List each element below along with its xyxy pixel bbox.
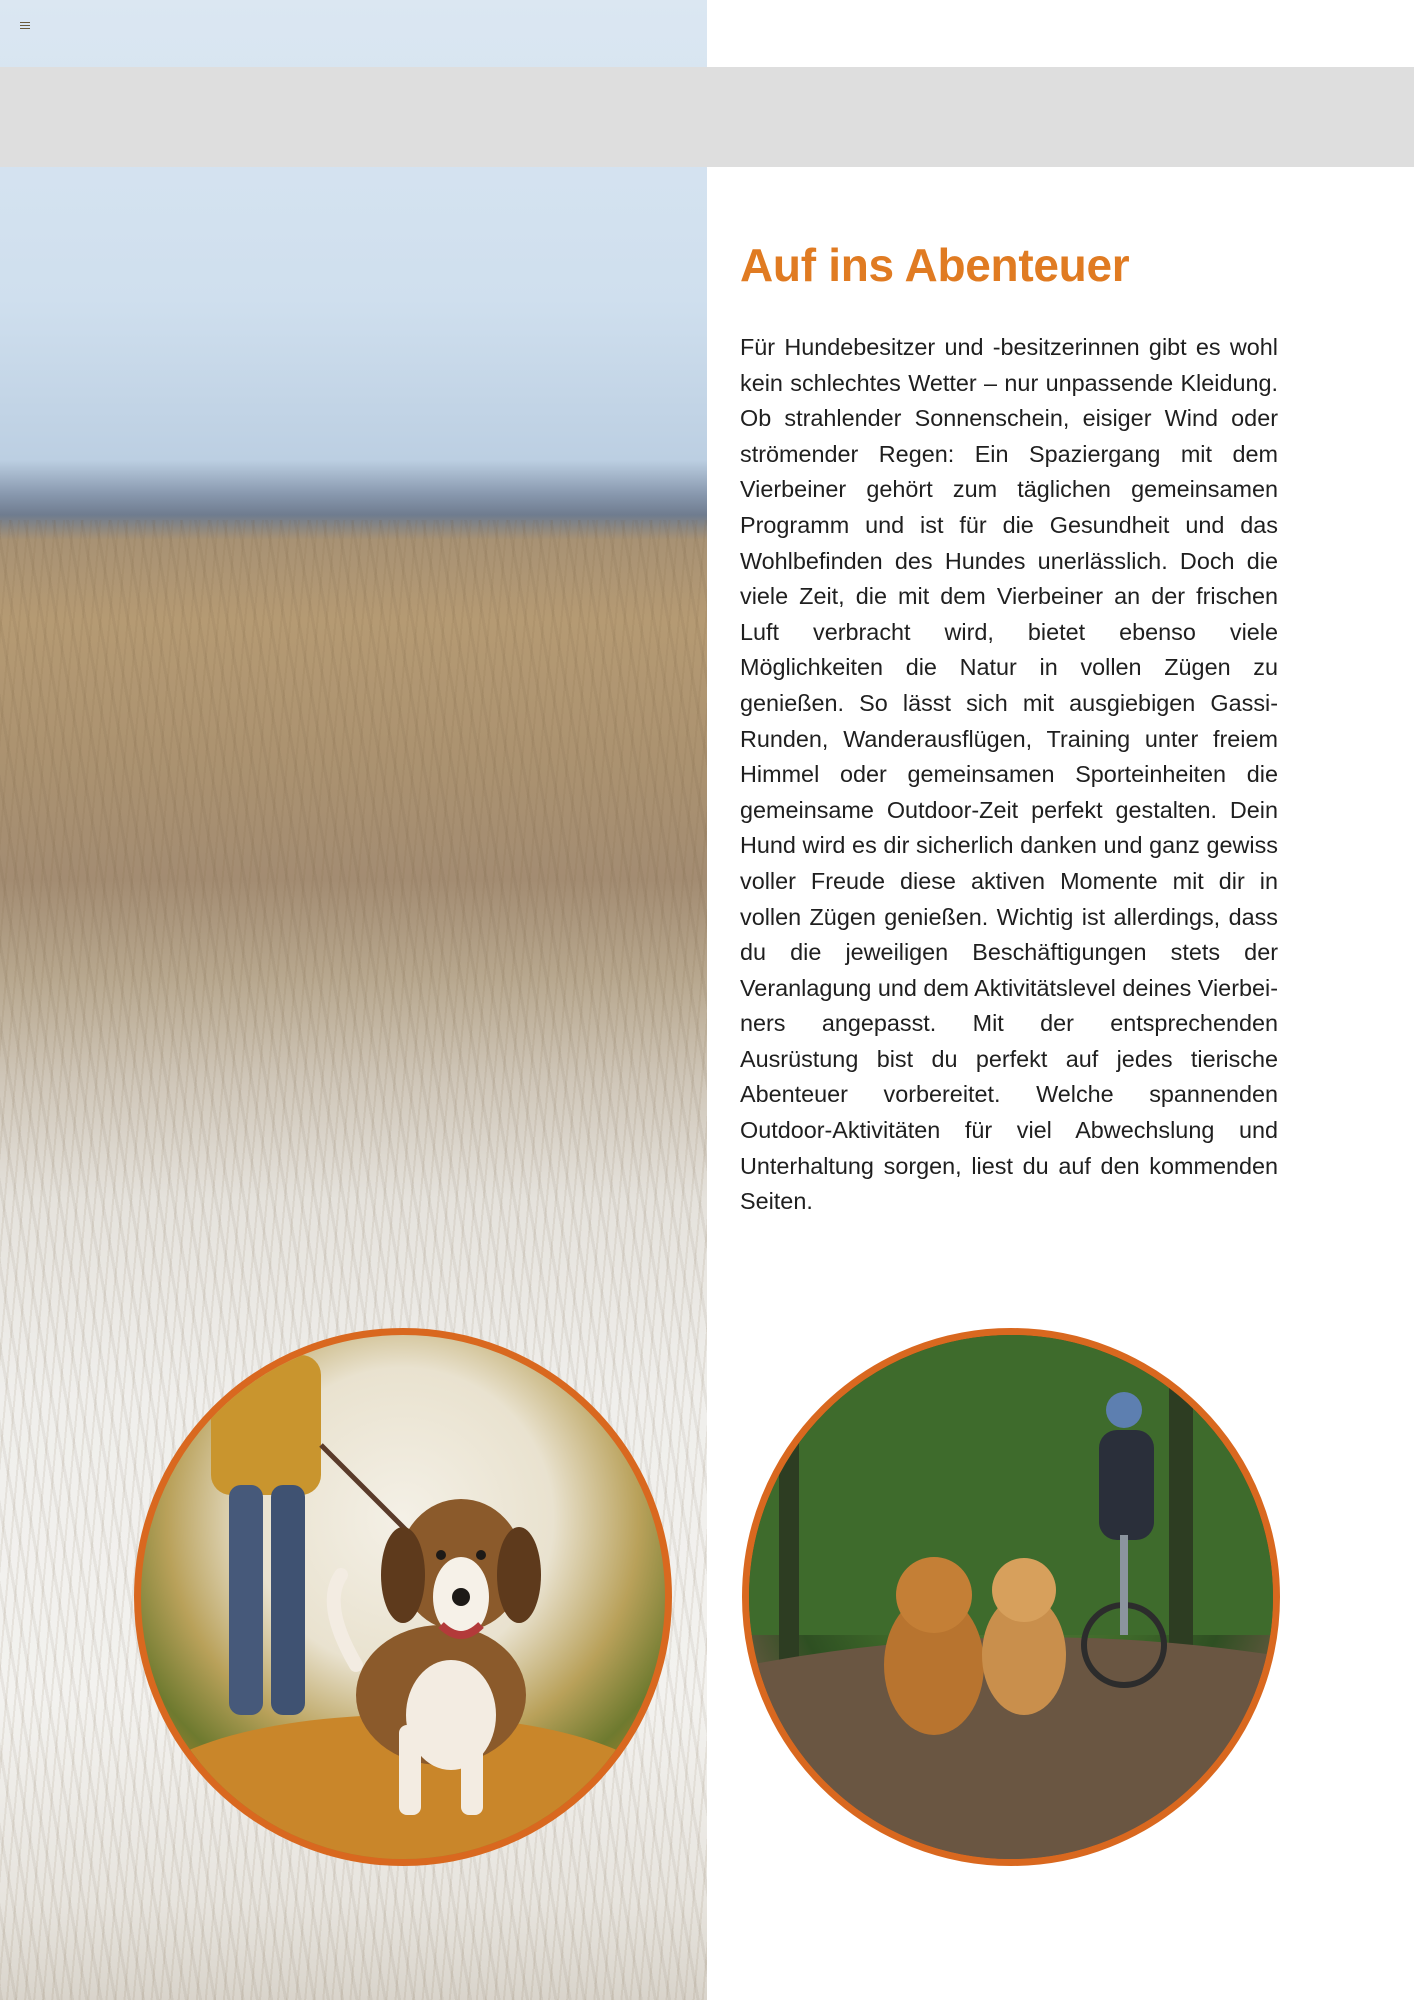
- dog-ear: [381, 1527, 425, 1623]
- dog-nose: [452, 1588, 470, 1606]
- jeans-leg: [229, 1485, 263, 1715]
- dog-leg: [461, 1725, 483, 1815]
- dog-eye: [476, 1550, 486, 1560]
- jeans-leg: [271, 1485, 305, 1715]
- menu-icon-line: [20, 28, 30, 29]
- menu-icon[interactable]: [20, 22, 30, 29]
- tree-trunk: [779, 1335, 799, 1665]
- photo-dogs-and-cyclist: [742, 1328, 1280, 1866]
- dog-eye: [436, 1550, 446, 1560]
- dog-ear: [497, 1527, 541, 1623]
- golden-dog-head: [896, 1557, 972, 1633]
- photo-woman-with-beagle: [134, 1328, 672, 1866]
- cyclist-body: [1099, 1430, 1154, 1540]
- menu-icon-line: [20, 22, 30, 23]
- header-band: [0, 67, 1414, 167]
- cyclist-helmet: [1106, 1392, 1142, 1428]
- dog-leg: [399, 1725, 421, 1815]
- menu-icon-line: [20, 25, 30, 26]
- forest-illustration: [749, 1335, 1273, 1859]
- yellow-coat: [211, 1355, 321, 1495]
- page-title: Auf ins Abenteuer: [740, 239, 1130, 291]
- dog-tail: [334, 1575, 356, 1665]
- beagle-illustration: [141, 1335, 665, 1859]
- tree-trunk: [1169, 1335, 1193, 1675]
- second-dog-head: [992, 1558, 1056, 1622]
- article-body: Für Hundebesitzer und -besitzerinnen gibt es wohl kein schlechtes Wetter – nur unpassende Kleidung. Ob strahlender Sonnenschein, eisiger Wind oder strömender Regen: Ein Spaziergang mit dem Vierbeiner gehört zum täglichen gemeinsamen Programm und ist für die Gesundheit und das Wohlbefinden des Hundes unerlässlich. Doch die viele Zeit, die mit dem Vierbeiner an der frischen Luft verbracht wird, bietet ebenso viele Möglichkeiten die Natur in vollen Zügen zu genießen. So lässt sich mit ausgiebigen Gassi-Runden, Wanderausflügen, Training unter freiem Himmel oder gemeinsamen Sporteinheiten die gemeinsame Outdoor-Zeit perfekt gestalten. Dein Hund wird es dir sicherlich danken und ganz gewiss voller Freude diese aktiven Momente mit dir in vollen Zügen genießen. Wichtig ist allerdings, dass du die jeweiligen Beschäftigungen stets der Veranlagung und dem Aktivitätslevel deines Vierbeiners angepasst. Mit der entsprechenden Ausrüstung bist du perfekt auf jedes tierische Abenteuer vorbereitet. Welche spannenden Outdoor-Aktivitäten für viel Abwechslung und Unterhaltung sorgen, liest du auf den kommenden Seiten.: [740, 334, 1278, 1215]
